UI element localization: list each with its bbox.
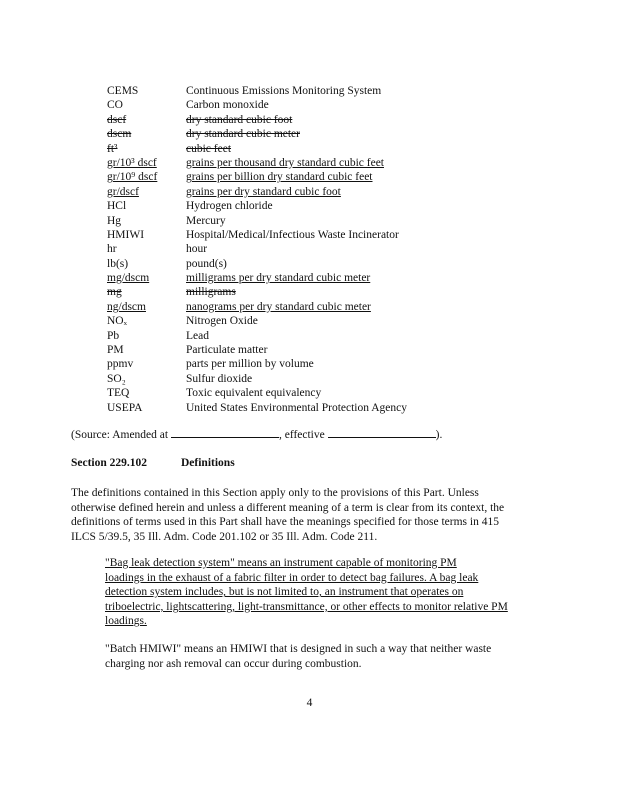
source-note [71,427,442,441]
abbreviation-row [107,142,587,156]
paragraph-line: The definitions contained in this Section apply only to the provisions of this Part. Unless [71,487,479,499]
abbreviation-definition: dry standard cubic meter [186,128,300,141]
abbreviation-term: dscm [107,128,132,141]
section-title: Definitions [181,457,235,469]
abbreviation-definition: Toxic equivalent equivalency [186,387,322,400]
abbreviation-term: ft³ [107,142,118,155]
abbreviation-definition: Hydrogen chloride [186,200,273,213]
abbreviation-definition: milligrams per dry standard cubic meter [186,272,371,285]
abbreviation-definition: parts per million by volume [186,358,314,371]
abbreviation-row [107,300,587,314]
paragraph-line: "Batch HMIWI" means an HMIWI that is designed in such a way that neither waste [105,643,492,655]
paragraph-line: triboelectric, lightscattering, light-transmittance, or other effects to monitor relative PM [105,600,508,613]
section-heading [71,457,235,469]
abbreviation-term: hr [107,243,117,256]
paragraph-line: definitions of terms used in this Part shall have the meanings specified for those terms in 415 [71,516,499,529]
paragraph-line: detection system includes, but is not limited to, an instrument that operates on [105,586,464,599]
abbreviation-row [107,271,587,285]
abbreviation-row [107,185,587,199]
abbreviation-definition: pound(s) [186,257,227,270]
abbreviation-definition: dry standard cubic foot [186,113,293,126]
abbreviation-row [107,84,587,98]
paragraph-line: charging nor ash removal can occur during combustion. [105,657,362,670]
abbreviation-term: Hg [107,214,122,227]
abbreviation-term: ppmv [107,358,134,371]
source-blank-2 [328,427,436,438]
abbreviation-definition: Nitrogen Oxide [186,315,258,328]
abbreviation-definition: milligrams [186,286,236,299]
abbreviation-row [107,285,587,299]
abbreviation-row [107,257,587,271]
abbreviation-term: dscf [107,113,127,126]
paragraph-line: loadings. [105,615,147,628]
abbreviation-definition: Lead [186,329,209,342]
abbreviation-row [107,113,587,127]
abbreviation-row [107,372,587,386]
abbreviation-row [107,314,587,328]
abbreviation-definition: United States Environmental Protection Agency [186,401,408,414]
abbreviation-term: HMIWI [107,228,145,241]
abbreviation-term: gr/10⁹ dscf [107,171,158,184]
abbreviation-row [107,329,587,343]
abbreviation-row [107,170,587,184]
abbreviation-term: PM [107,344,124,357]
abbreviation-definition: hour [186,243,208,256]
source-blank-1 [171,427,279,438]
abbreviation-term: gr/10³ dscf [107,156,157,169]
abbreviation-term: gr/dscf [107,185,139,198]
abbreviation-definition: Continuous Emissions Monitoring System [186,85,382,97]
abbreviation-term: Pb [107,329,120,342]
abbreviation-term: CO [107,99,123,112]
abbreviation-row [107,242,587,256]
abbreviation-definition: grains per dry standard cubic foot [186,185,341,198]
abbreviation-row [107,343,587,357]
abbreviation-row [107,401,587,415]
abbreviations-list [107,84,587,415]
abbreviation-definition: Sulfur dioxide [186,372,253,385]
paragraph-line: otherwise defined herein and unless a different meaning of a term is clear from its context, the [71,501,505,514]
definitions-intro-paragraph [71,486,551,544]
abbreviation-row [107,98,587,112]
abbreviation-term: mg/dscm [107,272,150,285]
abbreviation-term: lb(s) [107,257,129,270]
source-suffix: ). [435,429,443,441]
abbreviation-definition: cubic feet [186,142,232,155]
abbreviation-row [107,156,587,170]
abbreviation-definition: Hospital/Medical/Infectious Waste Incinerator [186,228,399,241]
abbreviation-row [107,199,587,213]
paragraph-line: "Bag leak detection system" means an instrument capable of monitoring PM [105,557,457,569]
abbreviation-definition: grains per billion dry standard cubic feet [186,171,373,184]
abbreviation-row [107,357,587,371]
paragraph-line: ILCS 5/39.5, 35 Ill. Adm. Code 201.102 or 35 Ill. Adm. Code 211. [71,530,378,543]
abbreviation-term: USEPA [107,401,143,414]
abbreviation-row [107,386,587,400]
paragraph-line: loadings in the exhaust of a fabric filter in order to detect bag failures. A bag leak [105,571,479,584]
abbreviation-definition: Carbon monoxide [186,99,269,112]
abbreviation-term: HCl [107,200,127,213]
abbreviation-definition: Particulate matter [186,344,268,357]
source-prefix: (Source: Amended at [71,429,169,441]
abbreviation-term: NOₓ [107,315,127,328]
abbreviation-row [107,127,587,141]
abbreviation-row [107,214,587,228]
abbreviation-definition: nanograms per dry standard cubic meter [186,300,371,313]
abbreviation-term: CEMS [107,85,139,97]
abbreviation-term: TEQ [107,387,130,400]
abbreviation-term: SO₂ [107,372,126,385]
batch-hmiwi-definition [105,642,555,671]
abbreviation-term: mg [107,286,122,299]
page-number: 4 [306,697,313,709]
abbreviation-definition: Mercury [186,214,226,227]
abbreviation-row [107,228,587,242]
abbreviation-definition: grains per thousand dry standard cubic feet [186,156,384,169]
bag-leak-definition [105,556,555,629]
source-middle: , effective [278,429,325,441]
section-number: Section 229.102 [71,457,148,469]
abbreviation-term: ng/dscm [107,300,146,313]
